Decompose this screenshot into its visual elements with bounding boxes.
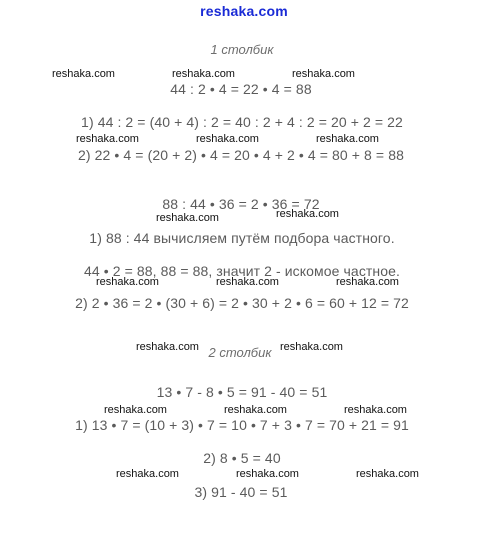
watermark: reshaka.com <box>344 404 407 416</box>
watermark: reshaka.com <box>104 404 167 416</box>
watermark: reshaka.com <box>292 68 355 80</box>
watermark: reshaka.com <box>236 468 299 480</box>
watermark: reshaka.com <box>356 468 419 480</box>
solution-step: 1) 88 : 44 вычисляем путём подбора частного. <box>89 230 395 246</box>
watermark: reshaka.com <box>316 133 379 145</box>
watermark: reshaka.com <box>136 341 199 353</box>
watermark: reshaka.com <box>52 68 115 80</box>
watermark: reshaka.com <box>172 68 235 80</box>
column2-heading: 2 столбик <box>208 345 272 360</box>
solution-step: 3) 91 - 40 = 51 <box>194 484 288 500</box>
watermark: reshaka.com <box>96 276 159 288</box>
watermark: reshaka.com <box>116 468 179 480</box>
watermark: reshaka.com <box>76 133 139 145</box>
expression-main: 44 : 2 • 4 = 22 • 4 = 88 <box>170 81 312 97</box>
expression-main: 13 • 7 - 8 • 5 = 91 - 40 = 51 <box>156 384 328 400</box>
watermark: reshaka.com <box>216 276 279 288</box>
site-link[interactable]: reshaka.com <box>200 3 288 19</box>
solution-step: 1) 44 : 2 = (40 + 4) : 2 = 40 : 2 + 4 : 2 = 20 + 2 = 22 <box>81 114 403 130</box>
solution-step: 1) 13 • 7 = (10 + 3) • 7 = 10 • 7 + 3 • 7 = 70 + 21 = 91 <box>75 417 409 433</box>
solution-step: 2) 2 • 36 = 2 • (30 + 6) = 2 • 30 + 2 • 6 = 60 + 12 = 72 <box>75 295 409 311</box>
watermark: reshaka.com <box>276 208 339 220</box>
solution-note: 44 • 2 = 88, 88 = 88, значит 2 - искомое частное. <box>83 263 401 279</box>
watermark: reshaka.com <box>280 341 343 353</box>
watermark: reshaka.com <box>336 276 399 288</box>
expression-main: 88 : 44 • 36 = 2 • 36 = 72 <box>162 196 320 212</box>
watermark: reshaka.com <box>196 133 259 145</box>
solution-step: 2) 8 • 5 = 40 <box>203 450 281 466</box>
solution-step: 2) 22 • 4 = (20 + 2) • 4 = 20 • 4 + 2 • 4 = 80 + 8 = 88 <box>78 147 404 163</box>
column1-heading: 1 столбик <box>210 42 274 57</box>
watermark: reshaka.com <box>156 212 219 224</box>
watermark: reshaka.com <box>224 404 287 416</box>
